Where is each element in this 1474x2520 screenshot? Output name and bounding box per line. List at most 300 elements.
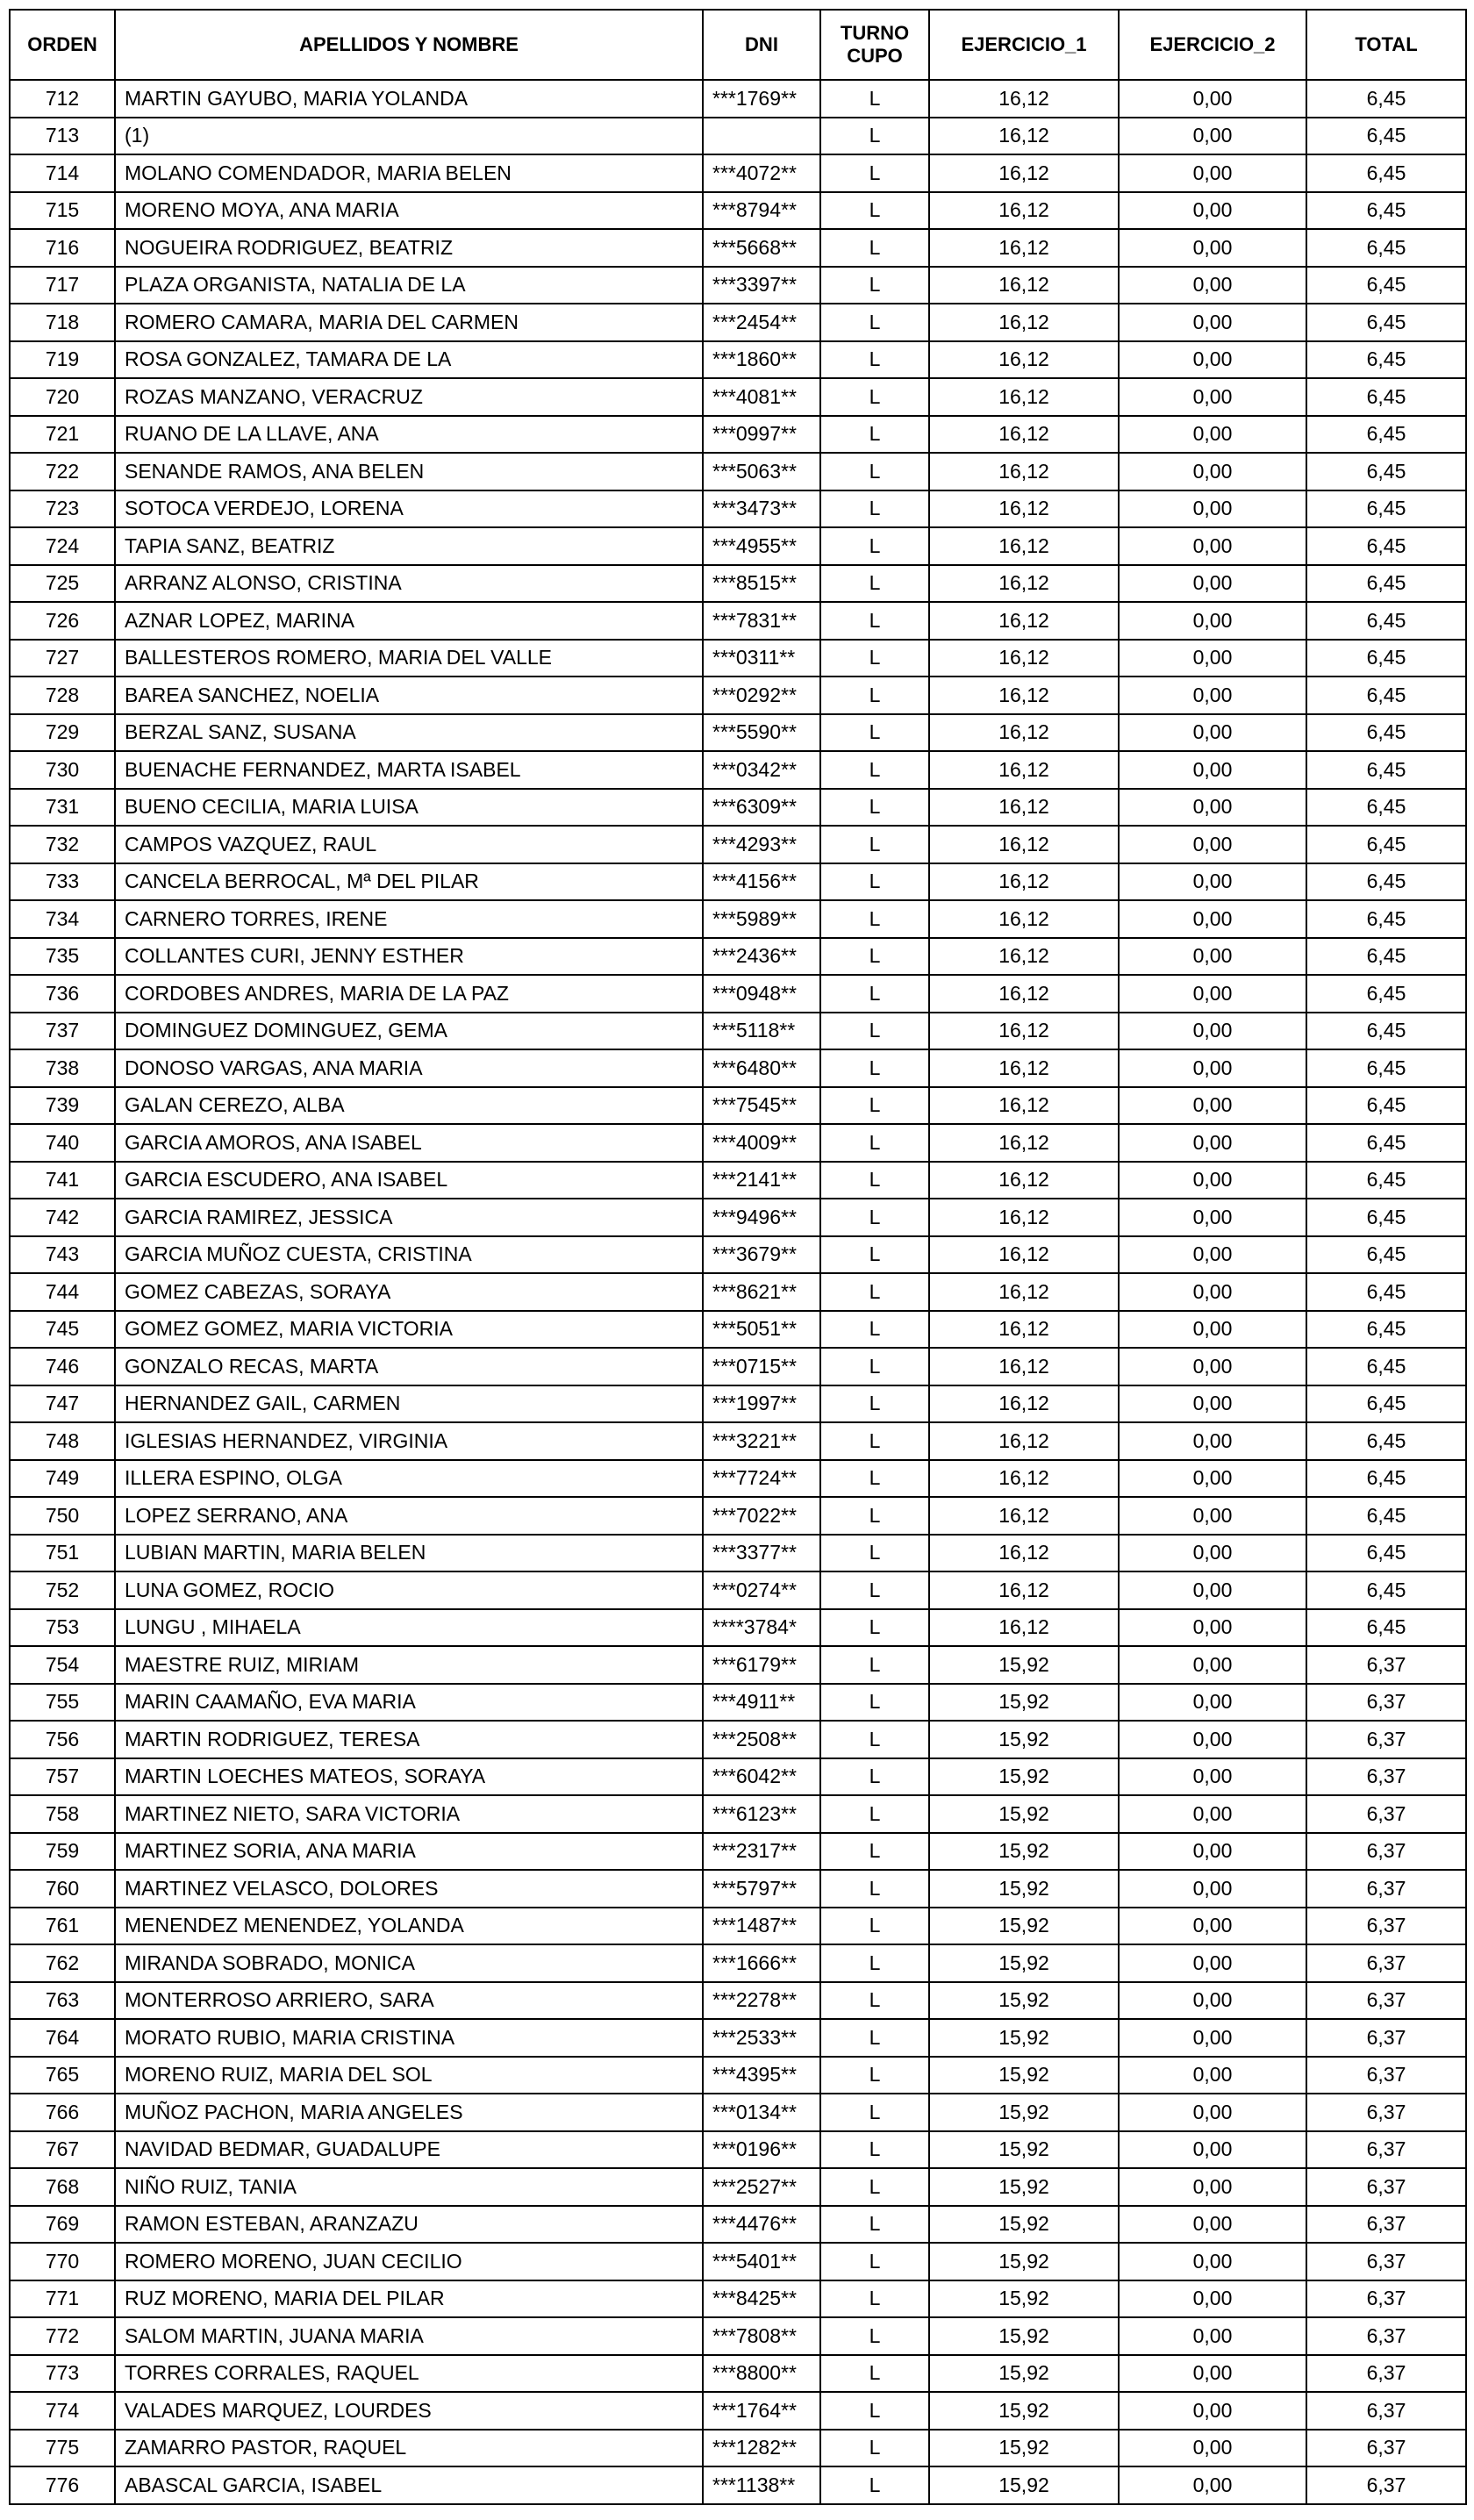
cell-ejercicio-2: 0,00 bbox=[1119, 1684, 1306, 1722]
cell-total: 6,45 bbox=[1306, 80, 1466, 118]
cell-turno-cupo: L bbox=[820, 1422, 929, 1460]
header-orden: ORDEN bbox=[10, 10, 115, 80]
cell-turno-cupo: L bbox=[820, 1013, 929, 1050]
cell-apellidos-nombre: ROMERO CAMARA, MARIA DEL CARMEN bbox=[115, 304, 703, 341]
cell-ejercicio-1: 16,12 bbox=[929, 714, 1119, 752]
header-ejercicio-1: EJERCICIO_1 bbox=[929, 10, 1119, 80]
cell-ejercicio-2: 0,00 bbox=[1119, 1535, 1306, 1572]
cell-apellidos-nombre: GOMEZ GOMEZ, MARIA VICTORIA bbox=[115, 1311, 703, 1349]
cell-dni: ***8800** bbox=[703, 2355, 820, 2393]
cell-turno-cupo: L bbox=[820, 677, 929, 714]
cell-total: 6,45 bbox=[1306, 751, 1466, 789]
table-row bbox=[10, 1162, 1466, 1199]
cell-apellidos-nombre: GOMEZ CABEZAS, SORAYA bbox=[115, 1273, 703, 1311]
table-row bbox=[10, 1311, 1466, 1349]
cell-turno-cupo: L bbox=[820, 900, 929, 938]
cell-total: 6,37 bbox=[1306, 1795, 1466, 1833]
cell-dni: ***8515** bbox=[703, 565, 820, 603]
cell-ejercicio-2: 0,00 bbox=[1119, 304, 1306, 341]
cell-turno-cupo: L bbox=[820, 1087, 929, 1125]
cell-apellidos-nombre: DOMINGUEZ DOMINGUEZ, GEMA bbox=[115, 1013, 703, 1050]
cell-dni: ***1997** bbox=[703, 1385, 820, 1423]
cell-ejercicio-1: 16,12 bbox=[929, 1311, 1119, 1349]
cell-apellidos-nombre: ROZAS MANZANO, VERACRUZ bbox=[115, 378, 703, 416]
cell-apellidos-nombre: MARTIN LOECHES MATEOS, SORAYA bbox=[115, 1758, 703, 1796]
cell-ejercicio-2: 0,00 bbox=[1119, 229, 1306, 267]
cell-dni: ***7831** bbox=[703, 602, 820, 640]
cell-ejercicio-2: 0,00 bbox=[1119, 267, 1306, 304]
cell-ejercicio-1: 16,12 bbox=[929, 900, 1119, 938]
cell-turno-cupo: L bbox=[820, 2355, 929, 2393]
cell-total: 6,37 bbox=[1306, 1721, 1466, 1758]
cell-dni: ***6042** bbox=[703, 1758, 820, 1796]
cell-ejercicio-1: 15,92 bbox=[929, 2317, 1119, 2355]
cell-total: 6,45 bbox=[1306, 714, 1466, 752]
cell-ejercicio-1: 15,92 bbox=[929, 1758, 1119, 1796]
cell-orden: 729 bbox=[10, 714, 115, 752]
cell-turno-cupo: L bbox=[820, 2131, 929, 2169]
cell-turno-cupo: L bbox=[820, 229, 929, 267]
cell-turno-cupo: L bbox=[820, 1162, 929, 1199]
cell-ejercicio-2: 0,00 bbox=[1119, 1124, 1306, 1162]
cell-orden: 718 bbox=[10, 304, 115, 341]
table-row bbox=[10, 1944, 1466, 1982]
cell-orden: 757 bbox=[10, 1758, 115, 1796]
cell-orden: 774 bbox=[10, 2392, 115, 2430]
cell-apellidos-nombre: DONOSO VARGAS, ANA MARIA bbox=[115, 1049, 703, 1087]
table-row bbox=[10, 2206, 1466, 2244]
cell-apellidos-nombre: MIRANDA SOBRADO, MONICA bbox=[115, 1944, 703, 1982]
cell-ejercicio-2: 0,00 bbox=[1119, 80, 1306, 118]
cell-turno-cupo: L bbox=[820, 154, 929, 192]
cell-ejercicio-2: 0,00 bbox=[1119, 789, 1306, 827]
cell-orden: 728 bbox=[10, 677, 115, 714]
table-row bbox=[10, 751, 1466, 789]
cell-dni: ***1666** bbox=[703, 1944, 820, 1982]
table-row bbox=[10, 677, 1466, 714]
table-row bbox=[10, 2057, 1466, 2094]
cell-ejercicio-2: 0,00 bbox=[1119, 1087, 1306, 1125]
cell-dni: ***1764** bbox=[703, 2392, 820, 2430]
cell-turno-cupo: L bbox=[820, 378, 929, 416]
cell-ejercicio-2: 0,00 bbox=[1119, 2392, 1306, 2430]
cell-ejercicio-1: 16,12 bbox=[929, 304, 1119, 341]
cell-total: 6,45 bbox=[1306, 341, 1466, 379]
cell-ejercicio-2: 0,00 bbox=[1119, 938, 1306, 976]
cell-orden: 720 bbox=[10, 378, 115, 416]
cell-orden: 740 bbox=[10, 1124, 115, 1162]
table-row bbox=[10, 826, 1466, 863]
cell-total: 6,37 bbox=[1306, 2280, 1466, 2318]
table-row bbox=[10, 1124, 1466, 1162]
cell-orden: 771 bbox=[10, 2280, 115, 2318]
cell-ejercicio-2: 0,00 bbox=[1119, 416, 1306, 454]
cell-turno-cupo: L bbox=[820, 1609, 929, 1647]
cell-ejercicio-1: 16,12 bbox=[929, 1049, 1119, 1087]
cell-turno-cupo: L bbox=[820, 1236, 929, 1274]
cell-total: 6,45 bbox=[1306, 938, 1466, 976]
cell-ejercicio-2: 0,00 bbox=[1119, 1721, 1306, 1758]
cell-dni: ***8425** bbox=[703, 2280, 820, 2318]
cell-orden: 739 bbox=[10, 1087, 115, 1125]
table-row bbox=[10, 304, 1466, 341]
cell-turno-cupo: L bbox=[820, 1684, 929, 1722]
cell-turno-cupo: L bbox=[820, 490, 929, 528]
cell-ejercicio-1: 15,92 bbox=[929, 2466, 1119, 2504]
cell-turno-cupo: L bbox=[820, 2168, 929, 2206]
table-row bbox=[10, 640, 1466, 677]
cell-apellidos-nombre: HERNANDEZ GAIL, CARMEN bbox=[115, 1385, 703, 1423]
cell-dni: ***6309** bbox=[703, 789, 820, 827]
table-row bbox=[10, 154, 1466, 192]
cell-apellidos-nombre: GARCIA ESCUDERO, ANA ISABEL bbox=[115, 1162, 703, 1199]
cell-ejercicio-1: 16,12 bbox=[929, 416, 1119, 454]
cell-turno-cupo: L bbox=[820, 1982, 929, 2020]
cell-ejercicio-2: 0,00 bbox=[1119, 2317, 1306, 2355]
cell-ejercicio-1: 15,92 bbox=[929, 2019, 1119, 2057]
cell-ejercicio-1: 16,12 bbox=[929, 192, 1119, 230]
cell-dni: ***5797** bbox=[703, 1870, 820, 1908]
table-row bbox=[10, 1273, 1466, 1311]
cell-orden: 719 bbox=[10, 341, 115, 379]
cell-orden: 731 bbox=[10, 789, 115, 827]
cell-apellidos-nombre: (1) bbox=[115, 118, 703, 155]
cell-total: 6,45 bbox=[1306, 154, 1466, 192]
cell-ejercicio-2: 0,00 bbox=[1119, 1049, 1306, 1087]
cell-total: 6,37 bbox=[1306, 1758, 1466, 1796]
cell-apellidos-nombre: MORENO MOYA, ANA MARIA bbox=[115, 192, 703, 230]
cell-ejercicio-2: 0,00 bbox=[1119, 714, 1306, 752]
cell-ejercicio-2: 0,00 bbox=[1119, 565, 1306, 603]
cell-ejercicio-2: 0,00 bbox=[1119, 453, 1306, 490]
cell-total: 6,45 bbox=[1306, 1571, 1466, 1609]
table-row bbox=[10, 341, 1466, 379]
table-row bbox=[10, 1422, 1466, 1460]
cell-turno-cupo: L bbox=[820, 1721, 929, 1758]
cell-total: 6,37 bbox=[1306, 1646, 1466, 1684]
table-row bbox=[10, 1908, 1466, 1945]
cell-dni: ***1487** bbox=[703, 1908, 820, 1945]
table-row bbox=[10, 1795, 1466, 1833]
cell-apellidos-nombre: TAPIA SANZ, BEATRIZ bbox=[115, 527, 703, 565]
cell-dni: ***4476** bbox=[703, 2206, 820, 2244]
cell-dni: ***5590** bbox=[703, 714, 820, 752]
cell-dni: ***7724** bbox=[703, 1460, 820, 1498]
cell-dni: ***4009** bbox=[703, 1124, 820, 1162]
cell-dni: ***8621** bbox=[703, 1273, 820, 1311]
cell-orden: 753 bbox=[10, 1609, 115, 1647]
cell-orden: 758 bbox=[10, 1795, 115, 1833]
cell-ejercicio-1: 16,12 bbox=[929, 1609, 1119, 1647]
cell-ejercicio-2: 0,00 bbox=[1119, 640, 1306, 677]
cell-turno-cupo: L bbox=[820, 304, 929, 341]
cell-ejercicio-2: 0,00 bbox=[1119, 826, 1306, 863]
cell-orden: 769 bbox=[10, 2206, 115, 2244]
cell-apellidos-nombre: GARCIA AMOROS, ANA ISABEL bbox=[115, 1124, 703, 1162]
cell-orden: 766 bbox=[10, 2094, 115, 2131]
cell-total: 6,45 bbox=[1306, 1013, 1466, 1050]
cell-turno-cupo: L bbox=[820, 2019, 929, 2057]
cell-total: 6,37 bbox=[1306, 2206, 1466, 2244]
cell-total: 6,45 bbox=[1306, 192, 1466, 230]
cell-dni: ***2508** bbox=[703, 1721, 820, 1758]
table-row bbox=[10, 2168, 1466, 2206]
cell-dni: ***7808** bbox=[703, 2317, 820, 2355]
header-turno-line2: CUPO bbox=[847, 45, 903, 67]
cell-ejercicio-2: 0,00 bbox=[1119, 1870, 1306, 1908]
cell-orden: 752 bbox=[10, 1571, 115, 1609]
cell-ejercicio-2: 0,00 bbox=[1119, 1908, 1306, 1945]
cell-ejercicio-2: 0,00 bbox=[1119, 1460, 1306, 1498]
cell-ejercicio-1: 16,12 bbox=[929, 527, 1119, 565]
cell-dni: ***0274** bbox=[703, 1571, 820, 1609]
cell-apellidos-nombre: MENENDEZ MENENDEZ, YOLANDA bbox=[115, 1908, 703, 1945]
cell-ejercicio-2: 0,00 bbox=[1119, 1273, 1306, 1311]
cell-total: 6,37 bbox=[1306, 1833, 1466, 1871]
cell-dni: ***0292** bbox=[703, 677, 820, 714]
cell-turno-cupo: L bbox=[820, 1348, 929, 1385]
cell-turno-cupo: L bbox=[820, 1646, 929, 1684]
cell-dni: ***0311** bbox=[703, 640, 820, 677]
cell-turno-cupo: L bbox=[820, 80, 929, 118]
header-turno-cupo bbox=[820, 10, 929, 80]
cell-dni: ***4072** bbox=[703, 154, 820, 192]
cell-apellidos-nombre: MARTINEZ SORIA, ANA MARIA bbox=[115, 1833, 703, 1871]
cell-apellidos-nombre: GONZALO RECAS, MARTA bbox=[115, 1348, 703, 1385]
cell-ejercicio-1: 16,12 bbox=[929, 1385, 1119, 1423]
cell-orden: 764 bbox=[10, 2019, 115, 2057]
cell-dni: ***6123** bbox=[703, 1795, 820, 1833]
table-row bbox=[10, 2094, 1466, 2131]
cell-orden: 762 bbox=[10, 1944, 115, 1982]
cell-orden: 738 bbox=[10, 1049, 115, 1087]
cell-ejercicio-2: 0,00 bbox=[1119, 1199, 1306, 1236]
cell-total: 6,45 bbox=[1306, 453, 1466, 490]
cell-orden: 751 bbox=[10, 1535, 115, 1572]
cell-apellidos-nombre: GARCIA RAMIREZ, JESSICA bbox=[115, 1199, 703, 1236]
cell-turno-cupo: L bbox=[820, 938, 929, 976]
cell-total: 6,37 bbox=[1306, 1944, 1466, 1982]
cell-total: 6,37 bbox=[1306, 2019, 1466, 2057]
cell-dni: ***5118** bbox=[703, 1013, 820, 1050]
cell-turno-cupo: L bbox=[820, 2317, 929, 2355]
cell-apellidos-nombre: CANCELA BERROCAL, Mª DEL PILAR bbox=[115, 863, 703, 901]
cell-total: 6,45 bbox=[1306, 1385, 1466, 1423]
cell-ejercicio-1: 16,12 bbox=[929, 1013, 1119, 1050]
cell-ejercicio-1: 15,92 bbox=[929, 2243, 1119, 2280]
cell-total: 6,37 bbox=[1306, 2317, 1466, 2355]
table-row bbox=[10, 1609, 1466, 1647]
cell-ejercicio-1: 16,12 bbox=[929, 80, 1119, 118]
cell-turno-cupo: L bbox=[820, 2392, 929, 2430]
cell-orden: 721 bbox=[10, 416, 115, 454]
cell-ejercicio-1: 16,12 bbox=[929, 640, 1119, 677]
cell-total: 6,45 bbox=[1306, 1049, 1466, 1087]
cell-dni: ***3221** bbox=[703, 1422, 820, 1460]
cell-ejercicio-2: 0,00 bbox=[1119, 1162, 1306, 1199]
table-row bbox=[10, 1049, 1466, 1087]
cell-apellidos-nombre: CAMPOS VAZQUEZ, RAUL bbox=[115, 826, 703, 863]
cell-dni: ***5401** bbox=[703, 2243, 820, 2280]
cell-turno-cupo: L bbox=[820, 267, 929, 304]
cell-dni: ***2141** bbox=[703, 1162, 820, 1199]
cell-dni: ***0342** bbox=[703, 751, 820, 789]
cell-ejercicio-2: 0,00 bbox=[1119, 863, 1306, 901]
cell-ejercicio-1: 15,92 bbox=[929, 1795, 1119, 1833]
cell-turno-cupo: L bbox=[820, 341, 929, 379]
table-row bbox=[10, 900, 1466, 938]
cell-turno-cupo: L bbox=[820, 2466, 929, 2504]
cell-ejercicio-2: 0,00 bbox=[1119, 1944, 1306, 1982]
cell-ejercicio-2: 0,00 bbox=[1119, 975, 1306, 1013]
cell-ejercicio-1: 15,92 bbox=[929, 2280, 1119, 2318]
table-row bbox=[10, 1833, 1466, 1871]
cell-apellidos-nombre: SOTOCA VERDEJO, LORENA bbox=[115, 490, 703, 528]
cell-orden: 726 bbox=[10, 602, 115, 640]
cell-ejercicio-1: 16,12 bbox=[929, 789, 1119, 827]
cell-total: 6,45 bbox=[1306, 378, 1466, 416]
cell-ejercicio-2: 0,00 bbox=[1119, 1982, 1306, 2020]
cell-total: 6,45 bbox=[1306, 229, 1466, 267]
cell-apellidos-nombre: BUENACHE FERNANDEZ, MARTA ISABEL bbox=[115, 751, 703, 789]
cell-dni: ***6480** bbox=[703, 1049, 820, 1087]
cell-orden: 775 bbox=[10, 2430, 115, 2467]
cell-ejercicio-1: 16,12 bbox=[929, 1273, 1119, 1311]
cell-dni: ***2527** bbox=[703, 2168, 820, 2206]
cell-total: 6,45 bbox=[1306, 1162, 1466, 1199]
cell-dni: ***0134** bbox=[703, 2094, 820, 2131]
cell-apellidos-nombre: MONTERROSO ARRIERO, SARA bbox=[115, 1982, 703, 2020]
cell-turno-cupo: L bbox=[820, 1049, 929, 1087]
table-row bbox=[10, 938, 1466, 976]
cell-ejercicio-2: 0,00 bbox=[1119, 1348, 1306, 1385]
cell-total: 6,45 bbox=[1306, 789, 1466, 827]
cell-total: 6,45 bbox=[1306, 1535, 1466, 1572]
cell-apellidos-nombre: ROSA GONZALEZ, TAMARA DE LA bbox=[115, 341, 703, 379]
cell-total: 6,37 bbox=[1306, 2392, 1466, 2430]
cell-ejercicio-2: 0,00 bbox=[1119, 900, 1306, 938]
cell-dni bbox=[703, 118, 820, 155]
cell-ejercicio-2: 0,00 bbox=[1119, 1758, 1306, 1796]
cell-orden: 744 bbox=[10, 1273, 115, 1311]
cell-ejercicio-1: 16,12 bbox=[929, 118, 1119, 155]
cell-ejercicio-2: 0,00 bbox=[1119, 1795, 1306, 1833]
cell-apellidos-nombre: BUENO CECILIA, MARIA LUISA bbox=[115, 789, 703, 827]
cell-turno-cupo: L bbox=[820, 1833, 929, 1871]
cell-orden: 773 bbox=[10, 2355, 115, 2393]
cell-orden: 715 bbox=[10, 192, 115, 230]
cell-ejercicio-2: 0,00 bbox=[1119, 527, 1306, 565]
cell-apellidos-nombre: CARNERO TORRES, IRENE bbox=[115, 900, 703, 938]
cell-apellidos-nombre: MARIN CAAMAÑO, EVA MARIA bbox=[115, 1684, 703, 1722]
cell-ejercicio-2: 0,00 bbox=[1119, 341, 1306, 379]
cell-ejercicio-2: 0,00 bbox=[1119, 677, 1306, 714]
cell-turno-cupo: L bbox=[820, 1460, 929, 1498]
cell-ejercicio-1: 15,92 bbox=[929, 1982, 1119, 2020]
table-row bbox=[10, 2355, 1466, 2393]
cell-turno-cupo: L bbox=[820, 527, 929, 565]
table-row bbox=[10, 2430, 1466, 2467]
cell-orden: 759 bbox=[10, 1833, 115, 1871]
cell-total: 6,37 bbox=[1306, 2168, 1466, 2206]
cell-total: 6,37 bbox=[1306, 1870, 1466, 1908]
cell-ejercicio-1: 16,12 bbox=[929, 453, 1119, 490]
cell-total: 6,45 bbox=[1306, 565, 1466, 603]
cell-apellidos-nombre: SENANDE RAMOS, ANA BELEN bbox=[115, 453, 703, 490]
cell-orden: 717 bbox=[10, 267, 115, 304]
cell-apellidos-nombre: MARTIN RODRIGUEZ, TERESA bbox=[115, 1721, 703, 1758]
cell-turno-cupo: L bbox=[820, 826, 929, 863]
cell-ejercicio-1: 15,92 bbox=[929, 1870, 1119, 1908]
cell-turno-cupo: L bbox=[820, 453, 929, 490]
cell-total: 6,45 bbox=[1306, 527, 1466, 565]
header-turno-line1: TURNO bbox=[840, 22, 910, 44]
cell-ejercicio-1: 15,92 bbox=[929, 1944, 1119, 1982]
cell-orden: 724 bbox=[10, 527, 115, 565]
cell-turno-cupo: L bbox=[820, 1497, 929, 1535]
table-row bbox=[10, 229, 1466, 267]
cell-turno-cupo: L bbox=[820, 1870, 929, 1908]
cell-ejercicio-1: 16,12 bbox=[929, 565, 1119, 603]
cell-apellidos-nombre: MORATO RUBIO, MARIA CRISTINA bbox=[115, 2019, 703, 2057]
cell-turno-cupo: L bbox=[820, 1908, 929, 1945]
cell-total: 6,45 bbox=[1306, 267, 1466, 304]
cell-orden: 755 bbox=[10, 1684, 115, 1722]
cell-dni: ***3397** bbox=[703, 267, 820, 304]
table-row bbox=[10, 118, 1466, 155]
table-row bbox=[10, 975, 1466, 1013]
cell-total: 6,37 bbox=[1306, 2131, 1466, 2169]
header-ejercicio-2: EJERCICIO_2 bbox=[1119, 10, 1306, 80]
cell-turno-cupo: L bbox=[820, 2057, 929, 2094]
cell-apellidos-nombre: VALADES MARQUEZ, LOURDES bbox=[115, 2392, 703, 2430]
cell-turno-cupo: L bbox=[820, 975, 929, 1013]
table-row bbox=[10, 1535, 1466, 1572]
cell-total: 6,45 bbox=[1306, 863, 1466, 901]
cell-ejercicio-2: 0,00 bbox=[1119, 602, 1306, 640]
cell-orden: 747 bbox=[10, 1385, 115, 1423]
cell-apellidos-nombre: LUBIAN MARTIN, MARIA BELEN bbox=[115, 1535, 703, 1572]
cell-apellidos-nombre: MARTINEZ VELASCO, DOLORES bbox=[115, 1870, 703, 1908]
cell-orden: 714 bbox=[10, 154, 115, 192]
cell-orden: 765 bbox=[10, 2057, 115, 2094]
cell-ejercicio-1: 16,12 bbox=[929, 1162, 1119, 1199]
cell-dni: ***5051** bbox=[703, 1311, 820, 1349]
cell-turno-cupo: L bbox=[820, 640, 929, 677]
cell-dni: ***7545** bbox=[703, 1087, 820, 1125]
cell-orden: 730 bbox=[10, 751, 115, 789]
cell-turno-cupo: L bbox=[820, 1758, 929, 1796]
cell-apellidos-nombre: SALOM MARTIN, JUANA MARIA bbox=[115, 2317, 703, 2355]
cell-orden: 748 bbox=[10, 1422, 115, 1460]
cell-apellidos-nombre: AZNAR LOPEZ, MARINA bbox=[115, 602, 703, 640]
cell-dni: ***5989** bbox=[703, 900, 820, 938]
header-row bbox=[10, 10, 1466, 80]
cell-total: 6,45 bbox=[1306, 1609, 1466, 1647]
cell-turno-cupo: L bbox=[820, 1124, 929, 1162]
results-body bbox=[10, 80, 1466, 2504]
cell-dni: ***1769** bbox=[703, 80, 820, 118]
cell-total: 6,37 bbox=[1306, 2243, 1466, 2280]
cell-apellidos-nombre: GARCIA MUÑOZ CUESTA, CRISTINA bbox=[115, 1236, 703, 1274]
cell-ejercicio-2: 0,00 bbox=[1119, 1385, 1306, 1423]
cell-ejercicio-1: 16,12 bbox=[929, 602, 1119, 640]
cell-ejercicio-2: 0,00 bbox=[1119, 1311, 1306, 1349]
cell-total: 6,45 bbox=[1306, 490, 1466, 528]
cell-apellidos-nombre: BAREA SANCHEZ, NOELIA bbox=[115, 677, 703, 714]
table-row bbox=[10, 267, 1466, 304]
cell-dni: ***4081** bbox=[703, 378, 820, 416]
